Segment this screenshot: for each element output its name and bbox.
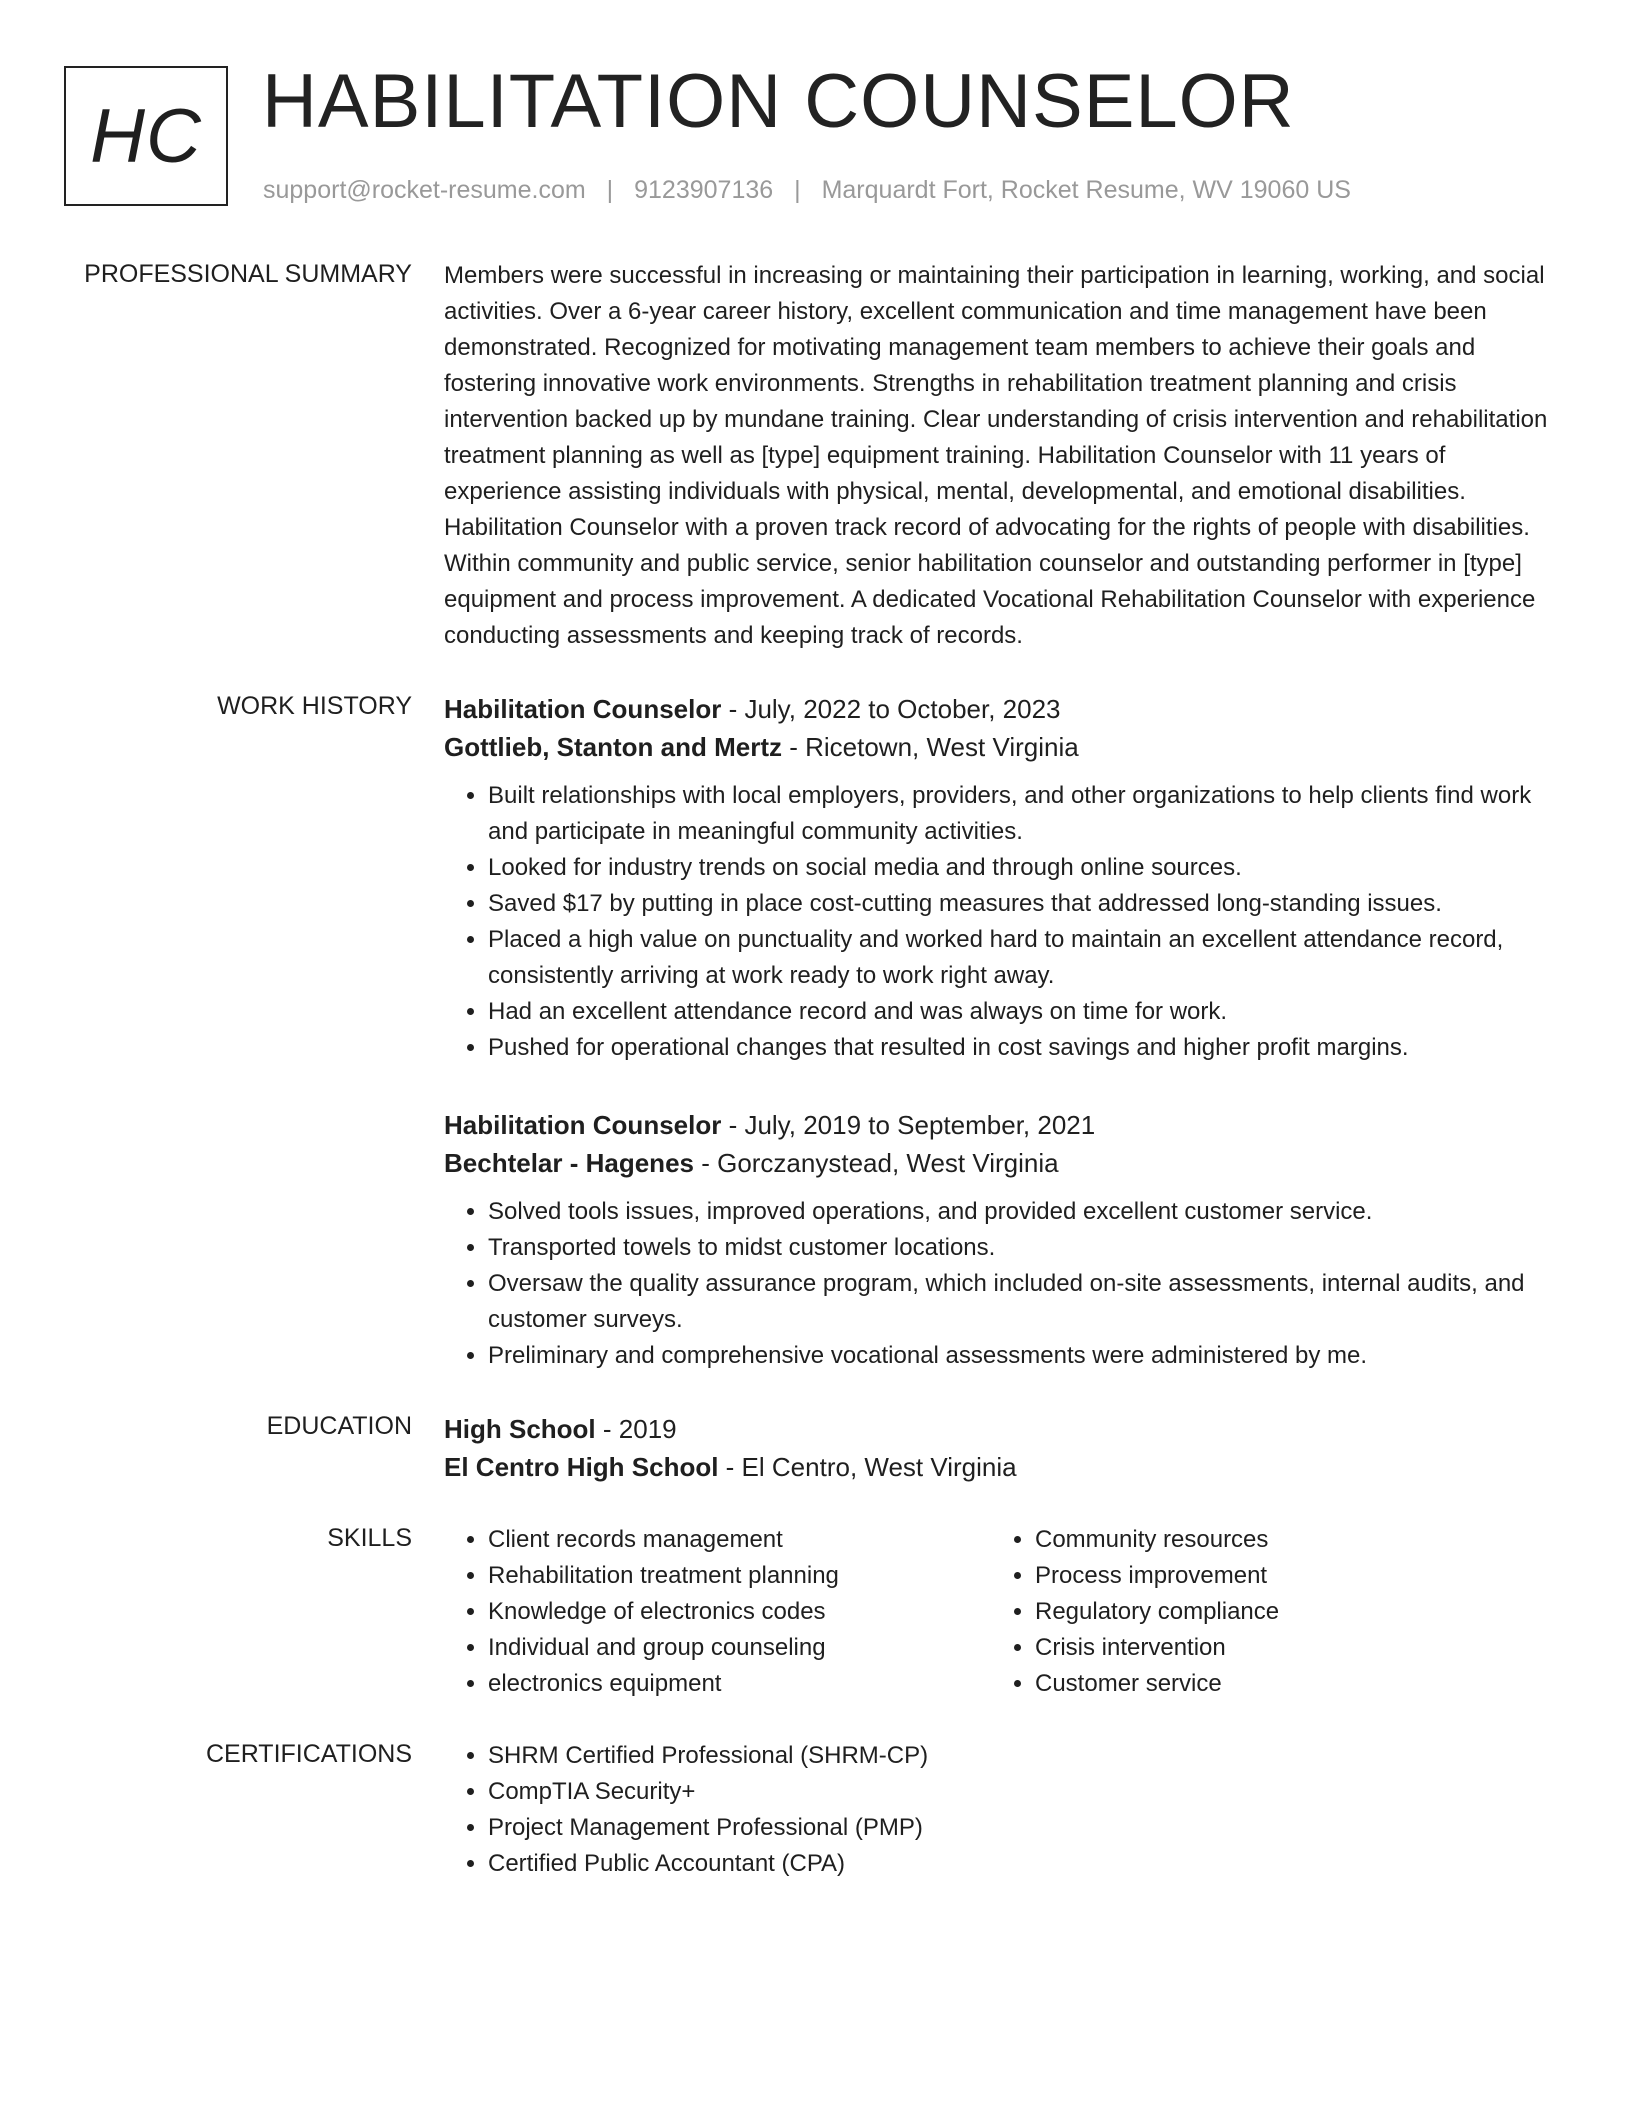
job-dates: - July, 2022 to October, 2023 <box>721 694 1061 724</box>
resume-sections <box>0 258 1632 1918</box>
education-location: - El Centro, West Virginia <box>718 1452 1017 1482</box>
section-heading-skills: SKILLS <box>327 1524 412 1552</box>
job-bullets <box>444 778 1554 1066</box>
contact-address: Marquardt Fort, Rocket Resume, WV 19060 US <box>821 176 1351 204</box>
job-company-line <box>444 1144 1554 1182</box>
job-entry <box>444 1106 1554 1374</box>
skill-item: • Individual and group counseling <box>488 1630 991 1666</box>
job-title: Habilitation Counselor <box>444 694 722 724</box>
job-title-line <box>444 690 1554 728</box>
work-body <box>444 690 1554 1374</box>
section-heading-education: EDUCATION <box>266 1412 412 1440</box>
job-location: - Ricetown, West Virginia <box>782 732 1079 762</box>
education-school-line <box>444 1448 1554 1486</box>
job-bullet: • Oversaw the quality assurance program, which included on-site assessments, internal audits, and customer surveys. <box>488 1266 1554 1338</box>
skills-grid <box>444 1522 1554 1702</box>
job-title-line <box>444 1106 1554 1144</box>
job-bullet: • Placed a high value on punctuality and worked hard to maintain an excellent attendance record, consistently arriving at work ready to work right away. <box>488 922 1554 994</box>
job-location: - Gorczanystead, West Virginia <box>693 1148 1059 1178</box>
skill-item: • Knowledge of electronics codes <box>488 1594 991 1630</box>
job-company: Gottlieb, Stanton and Mertz <box>444 732 782 762</box>
skill-item: • Process improvement <box>1035 1558 1538 1594</box>
skill-item: • electronics equipment <box>488 1666 991 1702</box>
contact-separator: | <box>794 176 801 204</box>
job-bullet: • Built relationships with local employers, providers, and other organizations to help clients find work and participate in meaningful community activities. <box>488 778 1554 850</box>
section-heading-certifications: CERTIFICATIONS <box>205 1740 412 1768</box>
monogram-box <box>64 66 228 206</box>
certifications-section <box>0 1738 1632 1882</box>
job-company: Bechtelar - Hagenes <box>444 1148 694 1178</box>
section-heading-summary: PROFESSIONAL SUMMARY <box>84 260 412 288</box>
job-dates: - July, 2019 to September, 2021 <box>721 1110 1096 1140</box>
skill-item: • Customer service <box>1035 1666 1538 1702</box>
contact-phone: 9123907136 <box>634 176 774 204</box>
monogram-initials: HC <box>90 93 202 179</box>
skills-column-right <box>991 1522 1538 1702</box>
contact-separator: | <box>606 176 614 204</box>
summary-section <box>0 258 1632 654</box>
contact-email: support@rocket-resume.com <box>263 176 586 204</box>
skill-item: • Rehabilitation treatment planning <box>488 1558 991 1594</box>
job-company-line <box>444 728 1554 766</box>
education-year: - 2019 <box>595 1414 677 1444</box>
job-title: Habilitation Counselor <box>444 1110 722 1140</box>
job-bullet: • Had an excellent attendance record and was always on time for work. <box>488 994 1554 1030</box>
certification-item: • SHRM Certified Professional (SHRM-CP) <box>488 1738 1554 1774</box>
skills-body <box>444 1522 1554 1702</box>
resume-title: HABILITATION COUNSELOR <box>262 59 1295 144</box>
summary-body <box>444 258 1554 654</box>
job-bullet: • Preliminary and comprehensive vocational assessments were administered by me. <box>488 1338 1554 1374</box>
education-body <box>444 1410 1554 1486</box>
job-bullet: • Saved $17 by putting in place cost-cutting measures that addressed long-standing issues. <box>488 886 1554 922</box>
summary-text: Members were successful in increasing or maintaining their participation in learning, working, and social activities. Over a 6-year career history, excellent communication and time management have been demonstrated. Recognized for motivating management team members to achieve their goals and fostering innovative work environments. Strengths in rehabilitation treatment planning and crisis intervention backed up by mundane training. Clear understanding of crisis intervention and rehabilitation treatment planning as well as [type] equipment training. Habilitation Counselor with 11 years of experience assisting individuals with physical, mental, developmental, and emotional disabilities. Habilitation Counselor with a proven track record of advocating for the rights of people with disabilities. Within community and public service, senior habilitation counselor and outstanding performer in [type] equipment and process improvement. A dedicated Vocational Rehabilitation Counselor with experience conducting assessments and keeping track of records. <box>444 262 1548 649</box>
job-bullet: • Looked for industry trends on social media and through online sources. <box>488 850 1554 886</box>
skill-item: • Community resources <box>1035 1522 1538 1558</box>
contact-line <box>263 176 1351 205</box>
skill-item: • Crisis intervention <box>1035 1630 1538 1666</box>
skills-column-left <box>444 1522 991 1702</box>
education-section <box>0 1410 1632 1486</box>
job-bullet: • Transported towels to midst customer locations. <box>488 1230 1554 1266</box>
certification-item: • Project Management Professional (PMP) <box>488 1810 1554 1846</box>
section-heading-work: WORK HISTORY <box>217 692 412 720</box>
education-degree: High School <box>444 1414 596 1444</box>
skill-item: • Client records management <box>488 1522 991 1558</box>
job-entry <box>444 690 1554 1066</box>
certifications-list <box>444 1738 1554 1882</box>
education-school: El Centro High School <box>444 1452 719 1482</box>
skill-item: • Regulatory compliance <box>1035 1594 1538 1630</box>
job-bullets <box>444 1194 1554 1374</box>
certification-item: • CompTIA Security+ <box>488 1774 1554 1810</box>
education-degree-line <box>444 1410 1554 1448</box>
certifications-body <box>444 1738 1554 1882</box>
skills-section <box>0 1522 1632 1702</box>
job-bullet: • Solved tools issues, improved operations, and provided excellent customer service. <box>488 1194 1554 1230</box>
certification-item: • Certified Public Accountant (CPA) <box>488 1846 1554 1882</box>
job-bullet: • Pushed for operational changes that resulted in cost savings and higher profit margins. <box>488 1030 1554 1066</box>
work-history-section <box>0 690 1632 1374</box>
